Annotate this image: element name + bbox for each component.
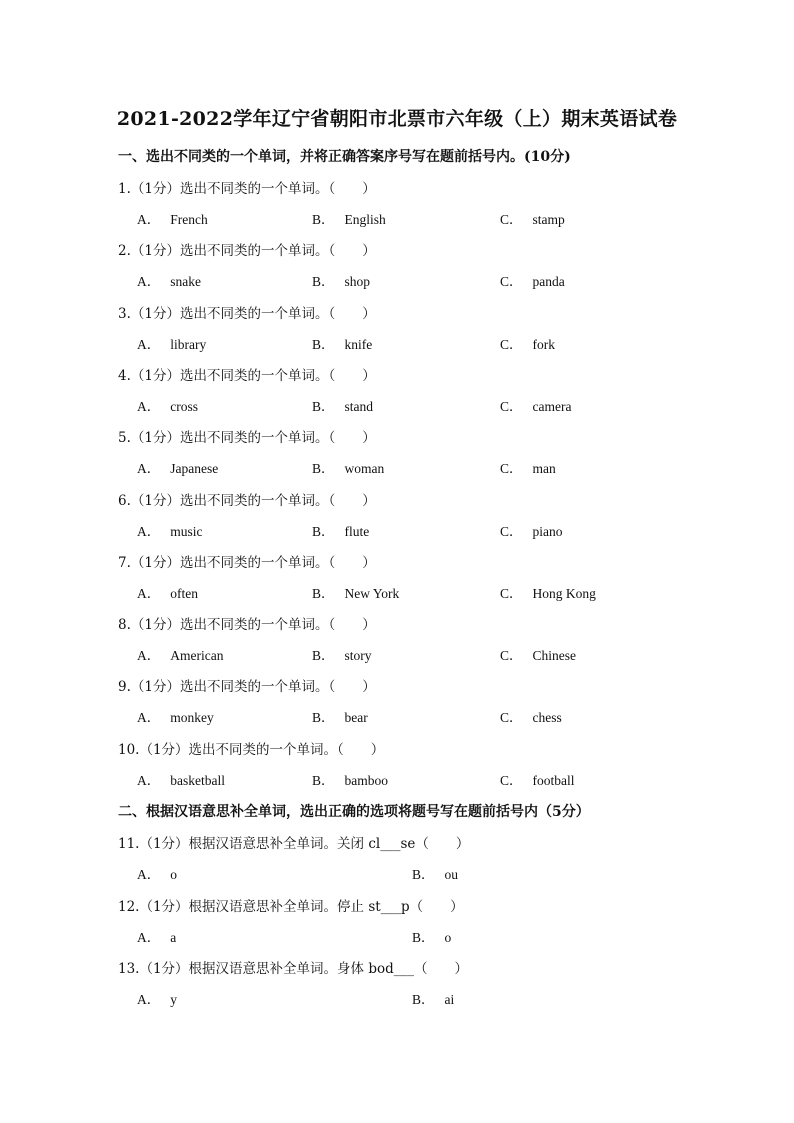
option-letter: A． — [137, 867, 161, 882]
answer-option[interactable] — [137, 582, 198, 602]
option-letter: C． — [500, 274, 523, 290]
section-heading-2: 二、根据汉语意思补全单词，选出正确的选项将题号写在题前括号内（5分） — [118, 804, 590, 820]
answer-option[interactable] — [500, 395, 571, 415]
option-letter: A． — [137, 772, 161, 788]
section-heading-1: 一、选出不同类的一个单词，并将正确答案序号写在题前括号内。(10分) — [118, 149, 571, 165]
question-stem: 1.（1分）选出不同类的一个单词。（ ） — [118, 181, 376, 197]
answer-option[interactable] — [137, 395, 198, 415]
option-letter: A． — [137, 523, 161, 539]
option-letter: A． — [137, 398, 161, 414]
option-letter: A． — [137, 992, 161, 1007]
question-stem: 13.（1分）根据汉语意思补全单词。身体 bod___（ ） — [118, 961, 469, 977]
answer-option[interactable] — [137, 988, 177, 1008]
question-stem: 8.（1分）选出不同类的一个单词。（ ） — [118, 617, 376, 634]
answer-option[interactable] — [137, 706, 214, 726]
option-text: knife — [344, 336, 373, 352]
option-letter: C． — [500, 585, 523, 601]
option-letter: B． — [312, 336, 335, 352]
option-text: Hong Kong — [532, 585, 596, 601]
option-text: often — [170, 585, 198, 601]
option-text: football — [532, 772, 575, 788]
option-text: snake — [170, 274, 201, 290]
option-text: man — [532, 461, 556, 477]
option-letter: A． — [137, 336, 161, 352]
option-text: y — [170, 992, 177, 1007]
question-stem: 10.（1分）选出不同类的一个单词。（ ） — [118, 741, 385, 758]
answer-option[interactable] — [500, 706, 562, 726]
option-text: panda — [532, 274, 565, 290]
option-text: ou — [444, 867, 459, 882]
option-letter: B． — [312, 585, 335, 601]
option-letter: B． — [312, 648, 335, 664]
answer-option[interactable] — [412, 863, 458, 883]
option-letter: B． — [312, 772, 335, 788]
option-letter: A． — [137, 585, 161, 601]
question-stem: 5.（1分）选出不同类的一个单词。（ ） — [118, 430, 376, 447]
option-letter: A． — [137, 212, 161, 227]
option-text: stand — [344, 398, 374, 414]
question-stem: 6.（1分）选出不同类的一个单词。（ ） — [118, 492, 376, 509]
option-text: fork — [532, 336, 556, 352]
answer-option[interactable] — [500, 582, 596, 602]
page-title: 2021-2022学年辽宁省朝阳市北票市六年级（上）期末英语试卷 — [116, 108, 678, 130]
option-letter: A． — [137, 274, 161, 290]
option-letter: C． — [500, 523, 523, 539]
option-text: woman — [344, 461, 385, 477]
question-stem: 7.（1分）选出不同类的一个单词。（ ） — [118, 554, 376, 571]
option-text: chess — [532, 710, 562, 726]
option-letter: C． — [500, 461, 523, 477]
answer-option[interactable] — [312, 706, 368, 726]
answer-option[interactable] — [500, 208, 565, 228]
option-text: shop — [344, 274, 371, 290]
option-letter: A． — [137, 648, 161, 664]
answer-option[interactable] — [312, 208, 386, 228]
answer-option[interactable] — [137, 457, 218, 477]
answer-option[interactable] — [137, 520, 203, 540]
option-text: New York — [344, 585, 400, 601]
answer-option[interactable] — [312, 333, 372, 353]
option-text: French — [170, 212, 208, 227]
option-text: flute — [344, 523, 370, 539]
option-text: Chinese — [532, 648, 577, 664]
question-stem: 4.（1分）选出不同类的一个单词。（ ） — [118, 367, 376, 384]
answer-option[interactable] — [137, 333, 206, 353]
option-text: Japanese — [170, 461, 219, 477]
option-text: piano — [532, 523, 563, 539]
option-letter: B． — [312, 461, 335, 477]
question-stem: 11.（1分）根据汉语意思补全单词。关闭 cl___se（ ） — [118, 836, 470, 852]
answer-option[interactable] — [312, 520, 369, 540]
option-letter: B． — [412, 992, 435, 1007]
answer-option[interactable] — [500, 644, 576, 664]
question-stem: 3.（1分）选出不同类的一个单词。（ ） — [118, 305, 376, 322]
option-text: basketball — [170, 772, 225, 788]
option-letter: B． — [312, 274, 335, 290]
option-text: library — [170, 336, 207, 352]
answer-option[interactable] — [137, 270, 201, 290]
answer-option[interactable] — [137, 926, 176, 946]
answer-option[interactable] — [500, 457, 556, 477]
option-text: monkey — [170, 710, 214, 726]
option-text: music — [170, 523, 203, 539]
option-text: bear — [344, 710, 368, 726]
answer-option[interactable] — [312, 395, 373, 415]
answer-option[interactable] — [312, 457, 384, 477]
answer-option[interactable] — [137, 208, 208, 228]
option-letter: A． — [137, 461, 161, 477]
option-letter: C． — [500, 398, 523, 414]
option-text: camera — [532, 398, 572, 414]
option-letter: C． — [500, 710, 523, 726]
answer-option[interactable] — [500, 333, 555, 353]
answer-option[interactable] — [312, 582, 399, 602]
answer-option[interactable] — [312, 769, 388, 789]
option-text: cross — [170, 398, 198, 414]
answer-option[interactable] — [312, 270, 370, 290]
question-stem: 12.（1分）根据汉语意思补全单词。停止 st___p（ ） — [118, 898, 464, 915]
option-text: stamp — [532, 212, 565, 227]
option-letter: B． — [312, 398, 335, 414]
answer-option[interactable] — [500, 520, 563, 540]
answer-option[interactable] — [137, 863, 177, 883]
option-text: bamboo — [344, 772, 389, 788]
option-letter: B． — [412, 867, 435, 882]
answer-option[interactable] — [412, 926, 451, 946]
option-letter: B． — [312, 212, 335, 227]
option-letter: B． — [312, 710, 335, 726]
option-letter: C． — [500, 772, 523, 788]
answer-option[interactable] — [137, 644, 223, 664]
option-letter: C． — [500, 212, 523, 227]
option-text: ai — [444, 992, 455, 1007]
answer-option[interactable] — [500, 270, 565, 290]
option-letter: A． — [137, 710, 161, 726]
option-letter: A． — [137, 929, 161, 945]
option-text: American — [170, 648, 224, 664]
option-text: story — [344, 648, 372, 664]
option-text: a — [170, 929, 177, 945]
question-stem: 9.（1分）选出不同类的一个单词。（ ） — [118, 679, 376, 696]
option-text: English — [344, 212, 386, 227]
option-text: o — [170, 867, 177, 882]
answer-option[interactable] — [500, 769, 575, 789]
question-stem: 2.（1分）选出不同类的一个单词。（ ） — [118, 243, 376, 260]
option-letter: C． — [500, 336, 523, 352]
option-letter: B． — [312, 523, 335, 539]
answer-option[interactable] — [312, 644, 372, 664]
answer-option[interactable] — [137, 769, 225, 789]
option-text: o — [444, 929, 452, 945]
option-letter: C． — [500, 648, 523, 664]
answer-option[interactable] — [412, 988, 454, 1008]
option-letter: B． — [412, 929, 435, 945]
